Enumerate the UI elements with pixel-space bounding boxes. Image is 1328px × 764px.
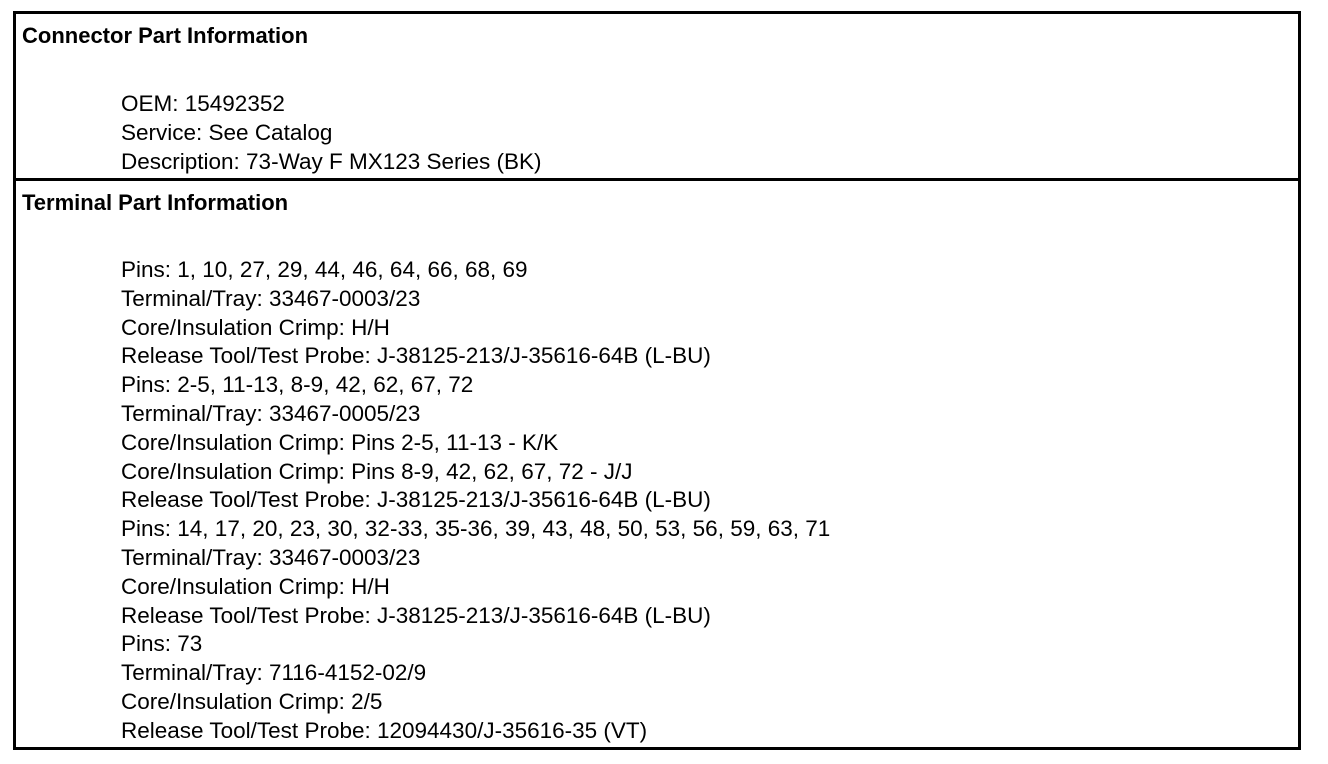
description-line: Description: 73-Way F MX123 Series (BK) <box>121 148 542 174</box>
pins-line: Pins: 14, 17, 20, 23, 30, 32-33, 35-36, 39, 43, 48, 50, 53, 56, 59, 63, 71 <box>121 516 831 542</box>
terminal-tray-line: Terminal/Tray: 33467-0005/23 <box>121 400 421 426</box>
release-tool-test-probe-line: Release Tool/Test Probe: J-38125-213/J-35616-64B (L-BU) <box>121 602 711 628</box>
core-insulation-crimp-line: Core/Insulation Crimp: Pins 8-9, 42, 62, 67, 72 - J/J <box>121 458 633 484</box>
part-information-table <box>13 11 1301 750</box>
terminal-part-heading: Terminal Part Information <box>22 190 289 215</box>
release-tool-test-probe-line: Release Tool/Test Probe: J-38125-213/J-35616-64B (L-BU) <box>121 487 711 513</box>
release-tool-test-probe-line: Release Tool/Test Probe: 12094430/J-35616-35 (VT) <box>121 717 648 743</box>
terminal-tray-line: Terminal/Tray: 7116-4152-02/9 <box>121 660 427 686</box>
terminal-part-section <box>16 181 1298 747</box>
terminal-tray-line: Terminal/Tray: 33467-0003/23 <box>121 285 421 311</box>
pins-line: Pins: 2-5, 11-13, 8-9, 42, 62, 67, 72 <box>121 372 474 398</box>
pins-line: Pins: 73 <box>121 631 203 657</box>
terminal-part-lines <box>121 256 830 746</box>
core-insulation-crimp-line: Core/Insulation Crimp: Pins 2-5, 11-13 - K/K <box>121 429 559 455</box>
service-line: Service: See Catalog <box>121 119 333 145</box>
core-insulation-crimp-line: Core/Insulation Crimp: H/H <box>121 573 390 599</box>
oem-line: OEM: 15492352 <box>121 91 285 116</box>
connector-part-lines <box>121 90 542 176</box>
core-insulation-crimp-line: Core/Insulation Crimp: H/H <box>121 314 390 340</box>
connector-part-heading: Connector Part Information <box>22 23 309 48</box>
core-insulation-crimp-line: Core/Insulation Crimp: 2/5 <box>121 688 383 714</box>
connector-part-section <box>16 14 1298 181</box>
pins-line: Pins: 1, 10, 27, 29, 44, 46, 64, 66, 68, 69 <box>121 257 528 282</box>
terminal-tray-line: Terminal/Tray: 33467-0003/23 <box>121 544 421 570</box>
release-tool-test-probe-line: Release Tool/Test Probe: J-38125-213/J-35616-64B (L-BU) <box>121 343 711 369</box>
